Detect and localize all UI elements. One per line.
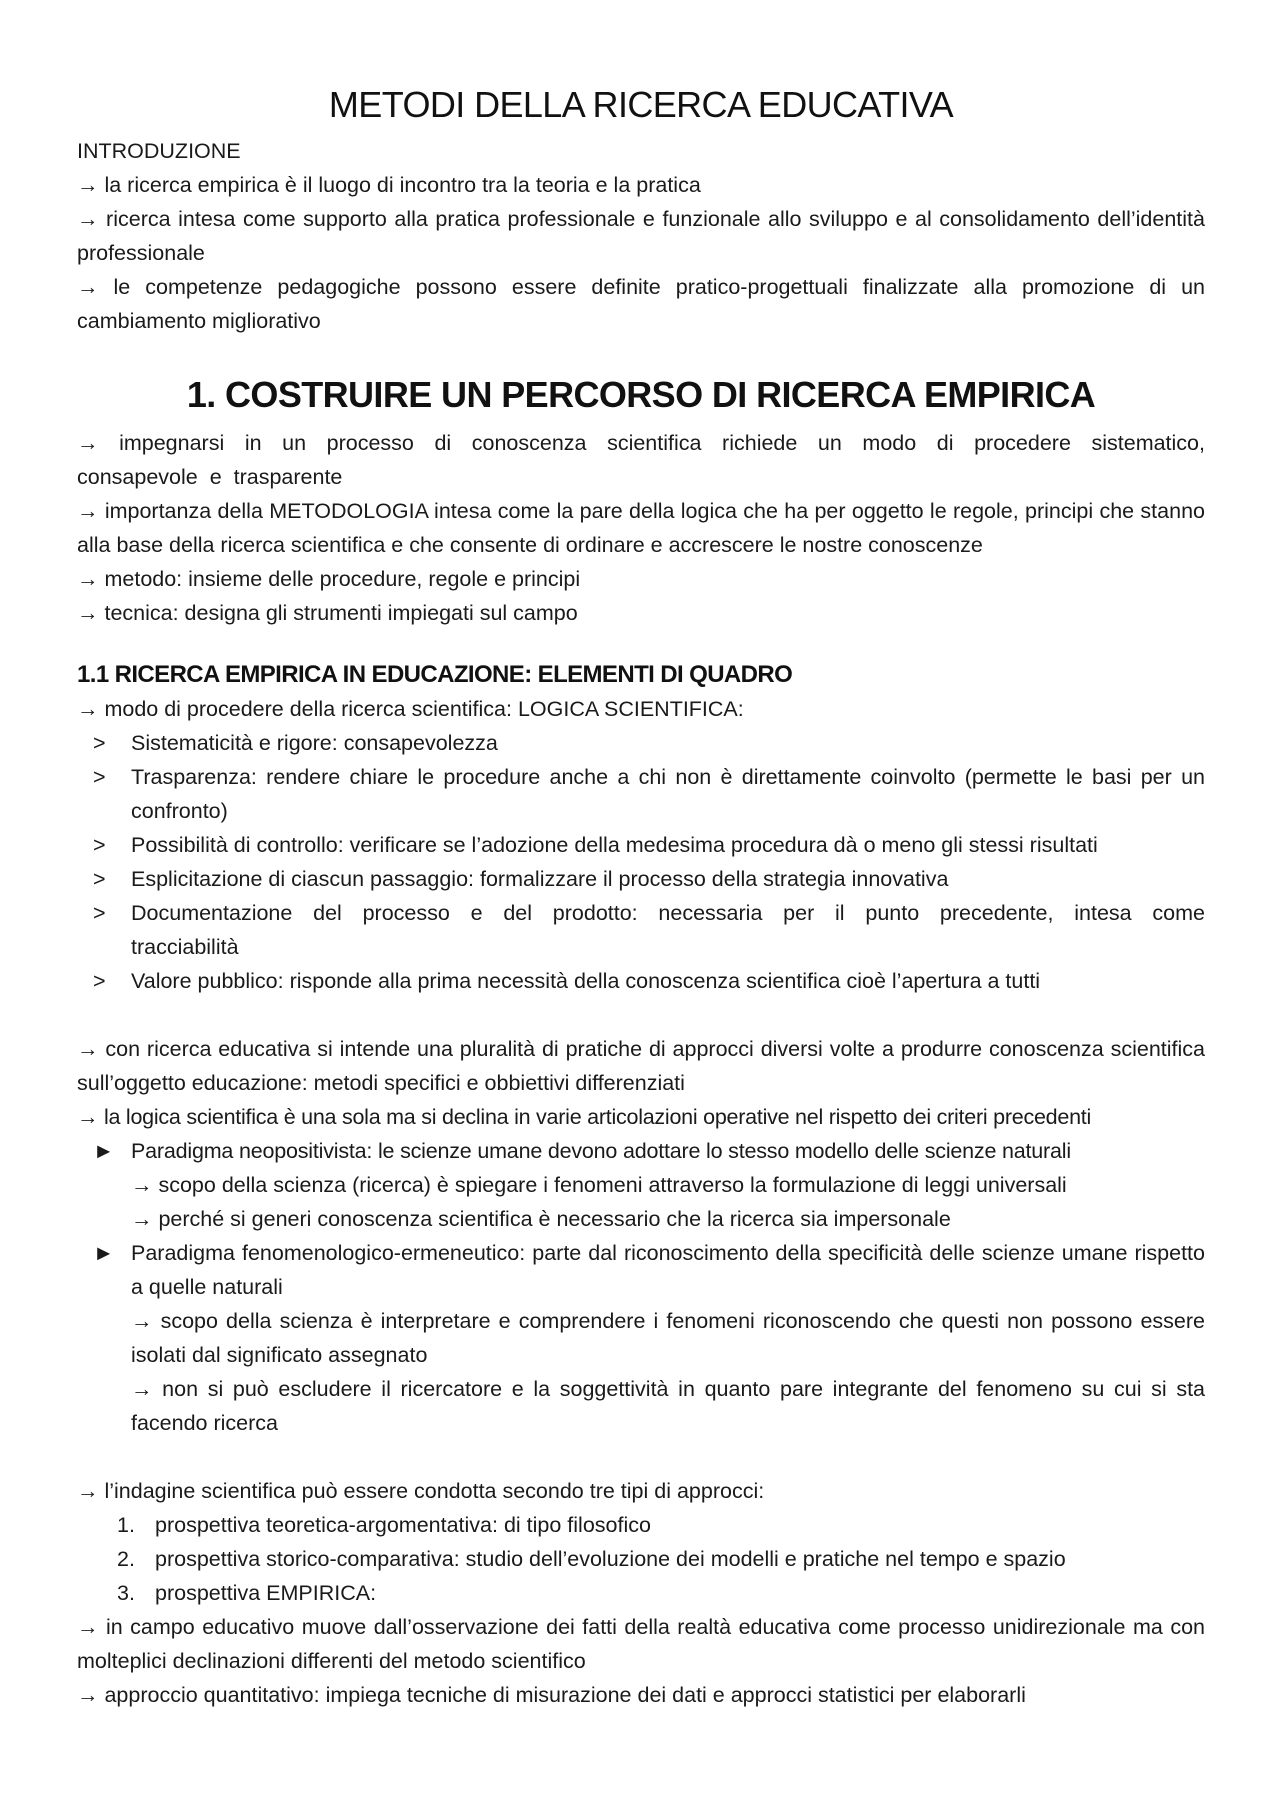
logic-intro: → modo di procedere della ricerca scientifica: LOGICA SCIENTIFICA: bbox=[77, 697, 744, 721]
paradigm-sub: → non si può escludere il ricercatore e la soggettività in quanto pare integrante del fenomeno su cui si sta facendo ricerca bbox=[131, 1377, 1205, 1435]
document-title: METODI DELLA RICERCA EDUCATIVA bbox=[328, 84, 954, 125]
paradigm-item bbox=[77, 1236, 1205, 1440]
intro-heading: INTRODUZIONE bbox=[77, 139, 241, 163]
approach-number: 3. bbox=[117, 1581, 135, 1605]
criteria-item bbox=[77, 760, 1205, 828]
approach-text: prospettiva storico-comparativa: studio dell’evoluzione dei modelli e pratiche nel tempo e spazio bbox=[155, 1547, 1066, 1571]
criteria-text: Possibilità di controllo: verificare se l’adozione della medesima procedura dà o meno gli stessi risultati bbox=[131, 833, 1098, 857]
list-marker: > bbox=[93, 901, 106, 925]
list-marker: > bbox=[93, 731, 106, 755]
triangle-bullet-icon: ► bbox=[93, 1241, 115, 1265]
document-body bbox=[77, 84, 1205, 1712]
criteria-text: Valore pubblico: risponde alla prima necessità della conoscenza scientifica cioè l’apertura a tutti bbox=[131, 969, 1041, 993]
paradigm-item bbox=[77, 1134, 1205, 1236]
spacer bbox=[77, 998, 1205, 1032]
criteria-item bbox=[77, 896, 1205, 964]
closing-line: → approccio quantitativo: impiega tecniche di misurazione dei dati e approcci statistici per elaborarli bbox=[77, 1683, 1026, 1707]
closing-line: → in campo educativo muove dall’osservazione dei fatti della realtà educativa come processo unidirezionale ma con molteplici declinazioni differenti del metodo scientifico bbox=[77, 1615, 1205, 1673]
criteria-item bbox=[77, 828, 1205, 862]
approach-item bbox=[77, 1542, 1205, 1576]
approach-text: prospettiva EMPIRICA: bbox=[155, 1581, 377, 1605]
criteria-list bbox=[77, 726, 1205, 998]
approach-text: prospettiva teoretica-argomentativa: di tipo filosofico bbox=[155, 1513, 651, 1537]
criteria-text: Documentazione del processo e del prodotto: necessaria per il punto precedente, intesa come tracciabilità bbox=[131, 901, 1205, 959]
paradigm-sub: → perché si generi conoscenza scientifica è necessario che la ricerca sia impersonale bbox=[131, 1207, 951, 1231]
section-1-1-heading: 1.1 RICERCA EMPIRICA IN EDUCAZIONE: ELEMENTI DI QUADRO bbox=[77, 661, 793, 688]
approaches-list bbox=[77, 1508, 1205, 1610]
paradigm-title: Paradigma neopositivista: le scienze umane devono adottare lo stesso modello delle scienze naturali bbox=[131, 1139, 1071, 1163]
intro-line: → le competenze pedagogiche possono essere definite pratico-progettuali finalizzate alla promozione di un cambiamento migliorativo bbox=[77, 275, 1205, 333]
paragraph: → con ricerca educativa si intende una pluralità di pratiche di approcci diversi volte a produrre conoscenza scientifica sull’oggetto educazione: metodi specifici e obbiettivi differenziati bbox=[77, 1037, 1205, 1095]
approach-number: 2. bbox=[117, 1547, 135, 1571]
approach-number: 1. bbox=[117, 1513, 135, 1537]
approach-item bbox=[77, 1576, 1205, 1610]
triangle-bullet-icon: ► bbox=[93, 1139, 115, 1163]
paragraph: → la logica scientifica è una sola ma si declina in varie articolazioni operative nel rispetto dei criteri precedenti bbox=[77, 1105, 1092, 1129]
section-1-line: → metodo: insieme delle procedure, regole e principi bbox=[77, 567, 581, 591]
section-1-line: → importanza della METODOLOGIA intesa come la pare della logica che ha per oggetto le regole, principi che stanno alla base della ricerca scientifica e che consente di ordinare e accrescere le nostre conoscenze bbox=[77, 499, 1205, 557]
list-marker: > bbox=[93, 765, 106, 789]
paradigm-sub: → scopo della scienza (ricerca) è spiegare i fenomeni attraverso la formulazione di leggi universali bbox=[131, 1173, 1067, 1197]
section-1-heading: 1. COSTRUIRE UN PERCORSO DI RICERCA EMPIRICA bbox=[186, 374, 1096, 415]
paradigm-title: Paradigma fenomenologico-ermeneutico: parte dal riconoscimento della specificità delle scienze umane rispetto a quelle naturali bbox=[131, 1241, 1205, 1299]
approaches-intro: → l’indagine scientifica può essere condotta secondo tre tipi di approcci: bbox=[77, 1479, 765, 1503]
approach-item bbox=[77, 1508, 1205, 1542]
criteria-text: Esplicitazione di ciascun passaggio: formalizzare il processo della strategia innovativa bbox=[131, 867, 949, 891]
list-marker: > bbox=[93, 833, 106, 857]
paradigm-sub: → scopo della scienza è interpretare e comprendere i fenomeni riconoscendo che questi non possono essere isolati dal significato assegnato bbox=[131, 1309, 1205, 1367]
criteria-text: Trasparenza: rendere chiare le procedure anche a chi non è direttamente coinvolto (permette le basi per un confronto) bbox=[131, 765, 1205, 823]
intro-line: → ricerca intesa come supporto alla pratica professionale e funzionale allo sviluppo e al consolidamento dell’identità professionale bbox=[77, 207, 1205, 265]
section-1-line: → impegnarsi in un processo di conoscenza scientifica richiede un modo di procedere sistematico, consapevole e trasparente bbox=[77, 431, 1205, 489]
criteria-text: Sistematicità e rigore: consapevolezza bbox=[131, 731, 498, 755]
criteria-item bbox=[77, 726, 1205, 760]
list-marker: > bbox=[93, 867, 106, 891]
paradigm-list bbox=[77, 1134, 1205, 1440]
intro-line: → la ricerca empirica è il luogo di incontro tra la teoria e la pratica bbox=[77, 173, 701, 197]
section-1-line: → tecnica: designa gli strumenti impiegati sul campo bbox=[77, 601, 578, 625]
list-marker: > bbox=[93, 969, 106, 993]
spacer bbox=[77, 1440, 1205, 1474]
criteria-item bbox=[77, 964, 1205, 998]
criteria-item bbox=[77, 862, 1205, 896]
